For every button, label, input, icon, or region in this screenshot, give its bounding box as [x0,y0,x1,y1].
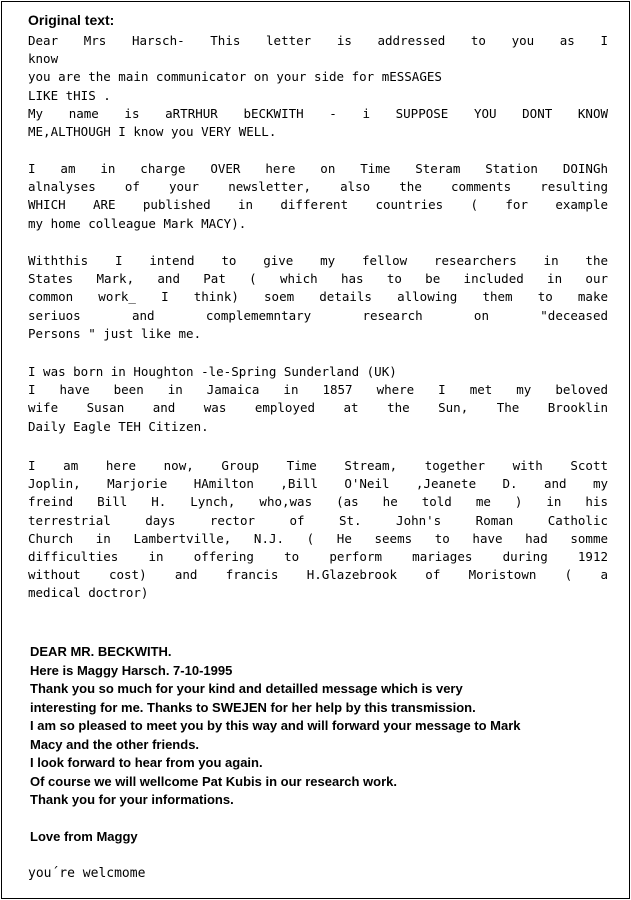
letter-line: wife Susan and was employed at the Sun, The Brooklin [28,400,608,416]
letter-line: common work_ I think) soem details allowing them to make [28,289,608,305]
letter-line: seriuos and complememntary research on "deceased [28,307,608,323]
reply-line: I am so pleased to meet you by this way and will forward your message to Mark [30,718,521,733]
letter-line: difficulties in offering to perform mariages during 1912 [28,549,608,565]
reply-line: Of course we will wellcome Pat Kubis in our research work. [30,773,398,789]
letter-line: know [28,51,59,67]
letter-line: alnalyses of your newsletter, also the comments resulting [28,179,608,195]
letter-line: Persons " just like me. [28,325,202,341]
letter-paragraph-2 [28,160,608,233]
letter-line: States Mark, and Pat ( which has to be included in our [28,271,608,287]
letter-line: medical doctror) [28,585,149,601]
letter-line: I have been in Jamaica in 1857 where I met my beloved [28,382,608,398]
document-page [1,1,630,899]
letter-line: WHICH ARE published in different countries ( for example [28,197,608,213]
letter-line: My name is aRTRHUR bECKWITH - i SUPPOSE YOU DONT KNOW [28,105,608,121]
letter-line: my home colleague Mark MACY). [28,215,247,231]
reply-line: Thank you for your informations. [30,792,234,807]
original-text-label: Original text: [28,12,115,28]
reply-line: DEAR MR. BECKWITH. [30,644,172,659]
letter-line: ME,ALTHOUGH I know you VERY WELL. [28,124,277,140]
letter-line: Withthis I intend to give my fellow researchers in the [28,253,608,268]
letter-line: you are the main communicator on your side for mESSAGES [28,69,442,85]
reply-line: I look forward to hear from you again. [30,755,263,770]
reply-line: Here is Maggy Harsch. 7-10-1995 [30,662,233,678]
letter-paragraph-4 [28,363,608,436]
letter-paragraph-5 [28,457,608,603]
letter-line: freind Bill H. Lynch, who,was (as he told me ) in his [28,494,608,510]
letter-line: Church in Lambertville, N.J. ( He seems to have had somme [28,530,608,546]
letter-line: Joplin, Marjorie HAmilton ,Bill O'Neil ,Jeanete D. and my [28,476,608,492]
closing-line: you´re welcmome [28,866,146,881]
letter-line: I was born in Houghton -le-Spring Sunderland (UK) [28,364,397,379]
reply-signoff: Love from Maggy [30,829,138,844]
letter-paragraph-1 [28,32,608,141]
reply-line: Macy and the other friends. [30,736,200,752]
letter-line: I am here now, Group Time Stream, together with Scott [28,458,608,473]
reply-line: Thank you so much for your kind and detailled message which is very [30,681,463,696]
letter-line: without cost) and francis H.Glazebrook of Moristown ( a [28,567,608,583]
letter-line: Dear Mrs Harsch- This letter is addressed to you as I [28,33,608,48]
letter-line: LIKE tHIS . [28,87,111,103]
letter-line: Daily Eagle TEH Citizen. [28,418,209,434]
letter-paragraph-3 [28,252,608,343]
reply-message [30,643,610,810]
reply-line: interesting for me. Thanks to SWEJEN for her help by this transmission. [30,699,476,715]
letter-line: terrestrial days rector of St. John's Roman Catholic [28,512,608,528]
letter-line: I am in charge OVER here on Time Steram Station DOINGh [28,161,608,176]
